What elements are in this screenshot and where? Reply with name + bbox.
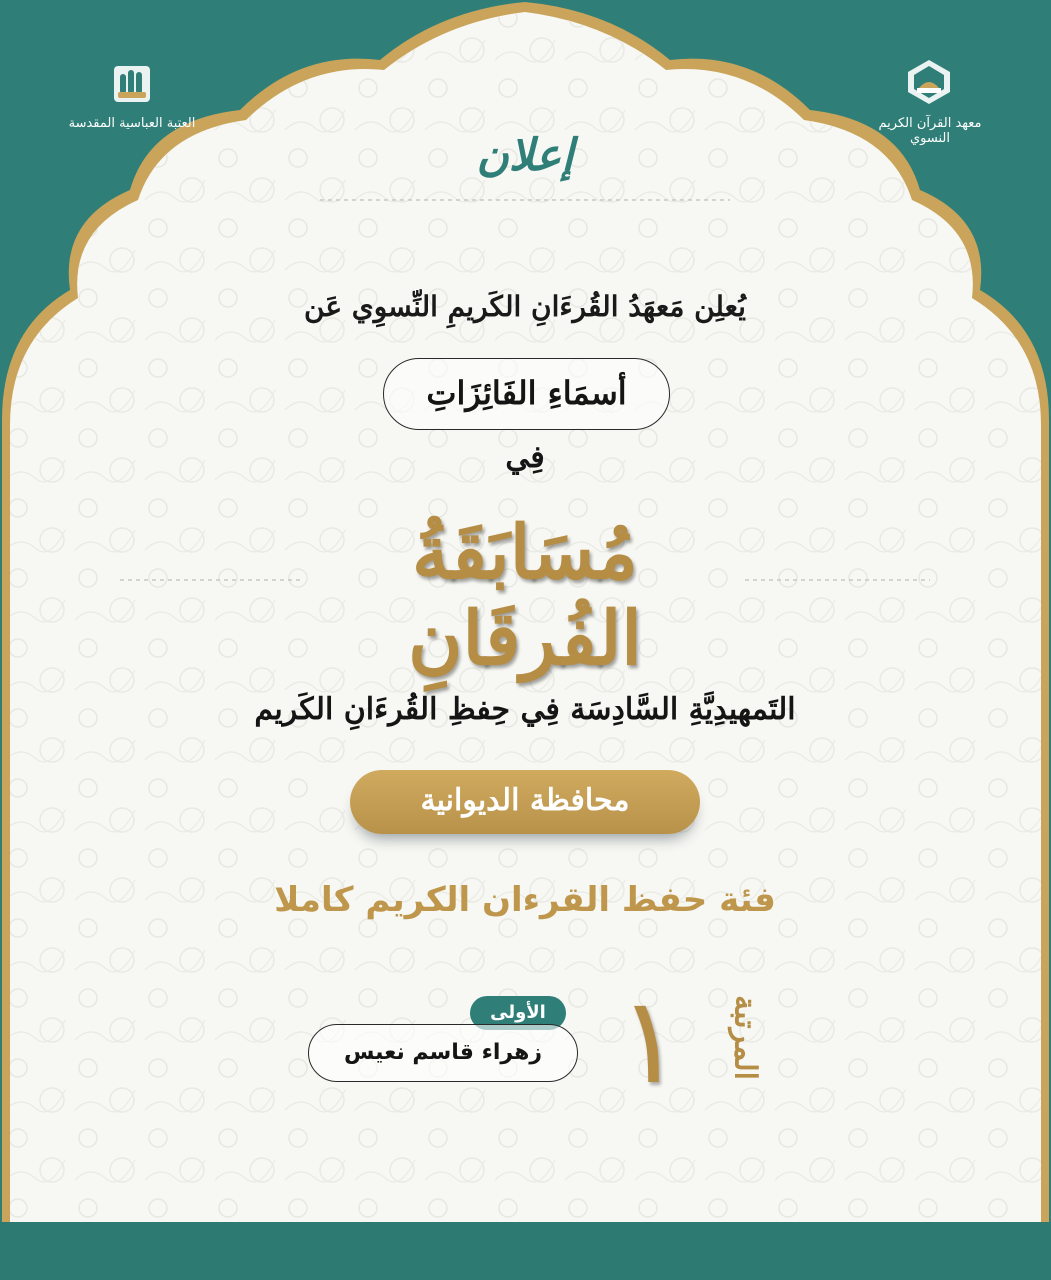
stage-line: التَمهيدِيَّةِ السَّادِسَة فِي حِفظِ القُرءَانِ الكَريم [254, 692, 796, 727]
hand-emblem-icon [110, 62, 154, 106]
announcement-label: إعلان [476, 130, 574, 181]
winners-pill-label: أسمَاءِ الفَائِزَاتِ [426, 374, 627, 412]
winners-pill [383, 358, 670, 430]
province-label: محافظة الديوانية [420, 783, 630, 818]
rank-label: المرتبة [727, 995, 763, 1080]
preposition-text: فِي [505, 440, 545, 475]
shrine-caption: العتبة العباسية المقدسة [68, 116, 196, 131]
shrine-logo [62, 62, 202, 152]
mosque-book-icon [902, 58, 956, 106]
announcement-emblem [420, 118, 630, 228]
winner-name: زهراء قاسم نعيس [343, 1040, 543, 1065]
province-pill [350, 770, 700, 834]
category-line: فئة حفظ القرءان الكريم كاملا [274, 880, 776, 920]
rank-word: الأولى [490, 1002, 546, 1023]
institute-caption: معهد القرآن الكريم النسوي [878, 116, 982, 146]
intro-line: يُعلِن مَعهَدُ القُرءَانِ الكَريمِ النِّسوِي عَن [304, 290, 746, 323]
rank-number: ١ [617, 972, 683, 1111]
competition-title: مُسَابَقَةُ الفُرقَانِ [408, 510, 642, 682]
winner-name-box [308, 1024, 578, 1082]
institute-logo [860, 58, 1000, 148]
